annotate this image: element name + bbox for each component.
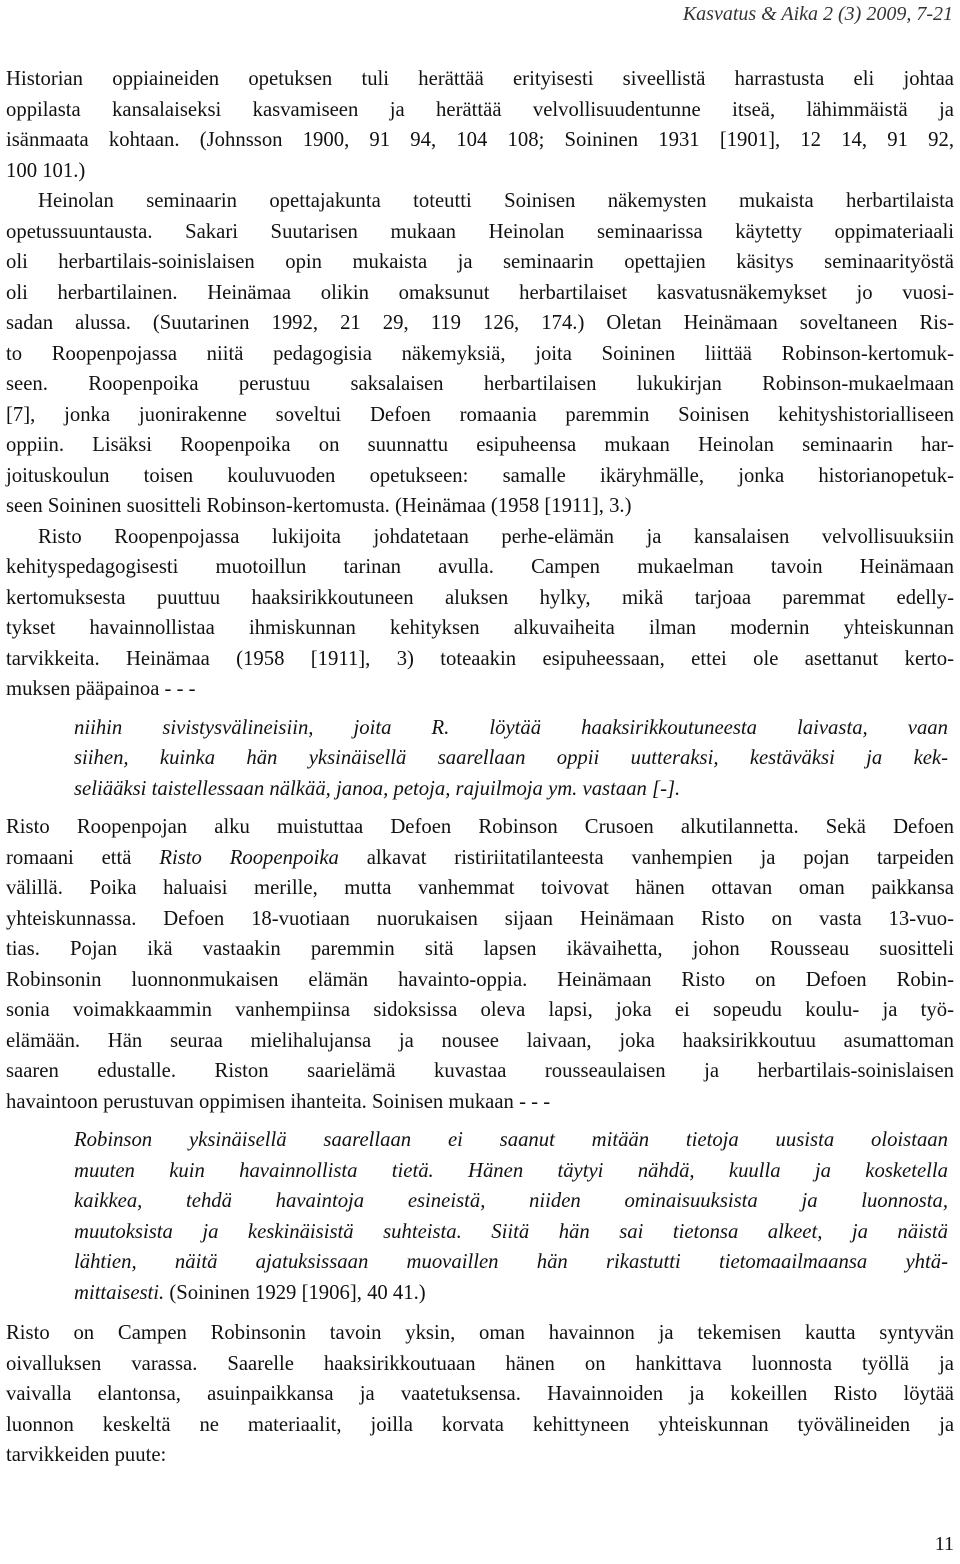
text-line: tarvikkeiden puute: <box>6 1444 167 1466</box>
quote-fragment: mittaisesti. <box>74 1281 165 1304</box>
text-line: oli herbartilainen. Heinämaa olikin omaksunut herbartilaiset kasvatusnäkemykset jo vuosi- <box>6 281 954 304</box>
text-line: Risto on Campen Robinsonin tavoin yksin, oman havainnon ja tekemisen kautta syntyvän <box>6 1322 954 1344</box>
text-line: muksen pääpainoa - - - <box>6 678 196 700</box>
text-line: Risto Roopenpojan alku muistuttaa Defoen Robinson Crusoen alkutilannetta. Sekä Defoen <box>6 816 954 838</box>
quote-line: siihen, kuinka hän yksinäisellä saarellaan oppii uutteraksi, kestäväksi ja kek- <box>74 747 948 769</box>
quote-line: muuten kuin havainnollista tietä. Hänen täytyi nähdä, kuulla ja kosketella <box>74 1159 948 1182</box>
text-line: seen Soininen suositteli Robinson-kertomusta. (Heinämaa (1958 [1911], 3.) <box>6 495 632 517</box>
text-line: sadan alussa. (Suutarinen 1992, 21 29, 119 126, 174.) Oletan Heinämaan soveltaneen Ris- <box>6 312 954 334</box>
text-line: 100 101.) <box>6 159 86 182</box>
block-quote <box>6 1125 954 1308</box>
text-line: tykset havainnollistaa ihmiskunnan kehityksen alkuvaiheita ilman modernin yhteiskunnan <box>6 617 954 639</box>
text-line: elämään. Hän seuraa mielihalujansa ja nousee laivaan, joka haaksirikkoutuu asumattoman <box>6 1029 954 1052</box>
text-fragment: alkavat ristiriitatilanteesta vanhempien ja pojan tarpeiden <box>338 846 955 869</box>
text-line: Risto Roopenpojassa lukijoita johdatetaan perhe-elämän ja kansalaisen velvollisuuksiin <box>38 525 954 548</box>
quote-line: Robinson yksinäisellä saarellaan ei saanut mitään tietoja uusista oloistaan <box>74 1129 948 1151</box>
text-line: saaren edustalle. Riston saarielämä kuvastaa rousseaulaisen ja herbartilais-soinislaisen <box>6 1060 954 1082</box>
quote-line: kaikkea, tehdä havaintoja esineistä, niiden ominaisuuksista ja luonnosta, <box>74 1190 948 1212</box>
text-line <box>6 843 954 874</box>
quote-line: muutoksista ja keskinäisistä suhteista. Siitä hän sai tietonsa alkeet, ja näistä <box>74 1220 948 1243</box>
text-line: oli herbartilais-soinislaisen opin mukaista ja seminaarin opettajien käsitys seminaarityöstä <box>6 251 954 273</box>
text-line: to Roopenpojassa niitä pedagogisia näkemyksiä, joita Soininen liittää Robinson-kertomuk- <box>6 342 954 365</box>
paragraph <box>6 812 954 1117</box>
text-line: isänmaata kohtaan. (Johnsson 1900, 91 94, 104 108; Soininen 1931 [1901], 12 14, 91 92, <box>6 129 954 151</box>
text-line: tarvikkeita. Heinämaa (1958 [1911], 3) toteaakin esipuheessaan, ettei ole asettanut kerto- <box>6 647 954 670</box>
paragraph <box>6 64 954 186</box>
text-line: Historian oppiaineiden opetuksen tuli herättää erityisesti siveellistä harrastusta eli johtaa <box>6 68 954 90</box>
text-line: seen. Roopenpoika perustuu saksalaisen herbartilaisen lukukirjan Robinson-mukaelmaan <box>6 373 954 395</box>
page-number: 11 <box>934 1533 954 1555</box>
book-title: Risto Roopenpoika <box>159 846 339 869</box>
block-quote <box>6 713 954 805</box>
quote-line: seliääksi taistellessaan nälkää, janoa, petoja, rajuilmoja ym. vastaan [-]. <box>74 777 681 800</box>
quote-line: lähtien, näitä ajatuksissaan muovaillen hän rikastutti tietomaailmaansa yhtä- <box>74 1251 948 1273</box>
text-line: tias. Pojan ikä vastaakin paremmin sitä lapsen ikävaihetta, johon Rousseau suositteli <box>6 938 954 960</box>
text-line: sonia voimakkaammin vanhempiinsa sidoksissa oleva lapsi, joka ei sopeudu koulu- ja työ- <box>6 999 954 1021</box>
text-fragment: romaani että <box>6 846 160 869</box>
text-line: [7], jonka juonirakenne soveltui Defoen romaania paremmin Soinisen kehityshistorialliseen <box>6 403 954 426</box>
text-line: vaivalla elantonsa, asuinpaikkansa ja vaatetuksensa. Havainnoiden ja kokeillen Risto löytää <box>6 1383 954 1405</box>
paragraph <box>6 522 954 705</box>
text-line: oivalluksen varassa. Saarelle haaksirikkoutuaan hänen on hankittava luonnosta työllä ja <box>6 1352 954 1375</box>
text-line: oppilasta kansalaiseksi kasvamiseen ja herättää velvollisuudentunne itseä, lähimmäistä ja <box>6 98 954 121</box>
text-line: kehityspedagogisesti muotoillun tarinan avulla. Campen mukaelman tavoin Heinämaan <box>6 556 954 578</box>
text-line: kertomuksesta puuttuu haaksirikkoutuneen aluksen hylky, mikä tarjoaa paremmat edelly- <box>6 586 954 609</box>
text-line: havaintoon perustuvan oppimisen ihanteita. Soinisen mukaan - - - <box>6 1090 551 1113</box>
text-line: luonnon keskeltä ne materiaalit, joilla korvata kehittyneen yhteiskunnan työvälineiden ja <box>6 1413 954 1436</box>
paragraph <box>6 1318 954 1471</box>
text-line: välillä. Poika haluaisi merille, mutta vanhemmat toivovat hänen ottavan oman paikkansa <box>6 877 954 899</box>
text-line: joituskoulun toisen kouluvuoden opetukseen: samalle ikäryhmälle, jonka historianopetuk- <box>6 464 954 487</box>
quote-line: niihin sivistysvälineisiin, joita R. löytää haaksirikkoutuneesta laivasta, vaan <box>74 716 948 739</box>
text-line: Heinolan seminaarin opettajakunta toteutti Soinisen näkemysten mukaista herbartilaista <box>38 190 954 212</box>
text-line: opetussuuntausta. Sakari Suutarisen mukaan Heinolan seminaarissa käytetty oppimateriaali <box>6 220 954 243</box>
text-line: oppiin. Lisäksi Roopenpoika on suunnattu esipuheensa mukaan Heinolan seminaarin har- <box>6 434 954 456</box>
quote-line <box>74 1278 948 1309</box>
text-line: Robinsonin luonnonmukaisen elämän havainto-oppia. Heinämaan Risto on Defoen Robin- <box>6 968 954 991</box>
paragraph <box>6 186 954 522</box>
citation: (Soininen 1929 [1906], 40 41.) <box>164 1281 426 1304</box>
text-line: yhteiskunnassa. Defoen 18-vuotiaan nuorukaisen sijaan Heinämaan Risto on vasta 13-vuo- <box>6 907 954 930</box>
running-head: Kasvatus & Aika 2 (3) 2009, 7-21 <box>682 3 953 25</box>
article-body <box>6 64 954 1471</box>
